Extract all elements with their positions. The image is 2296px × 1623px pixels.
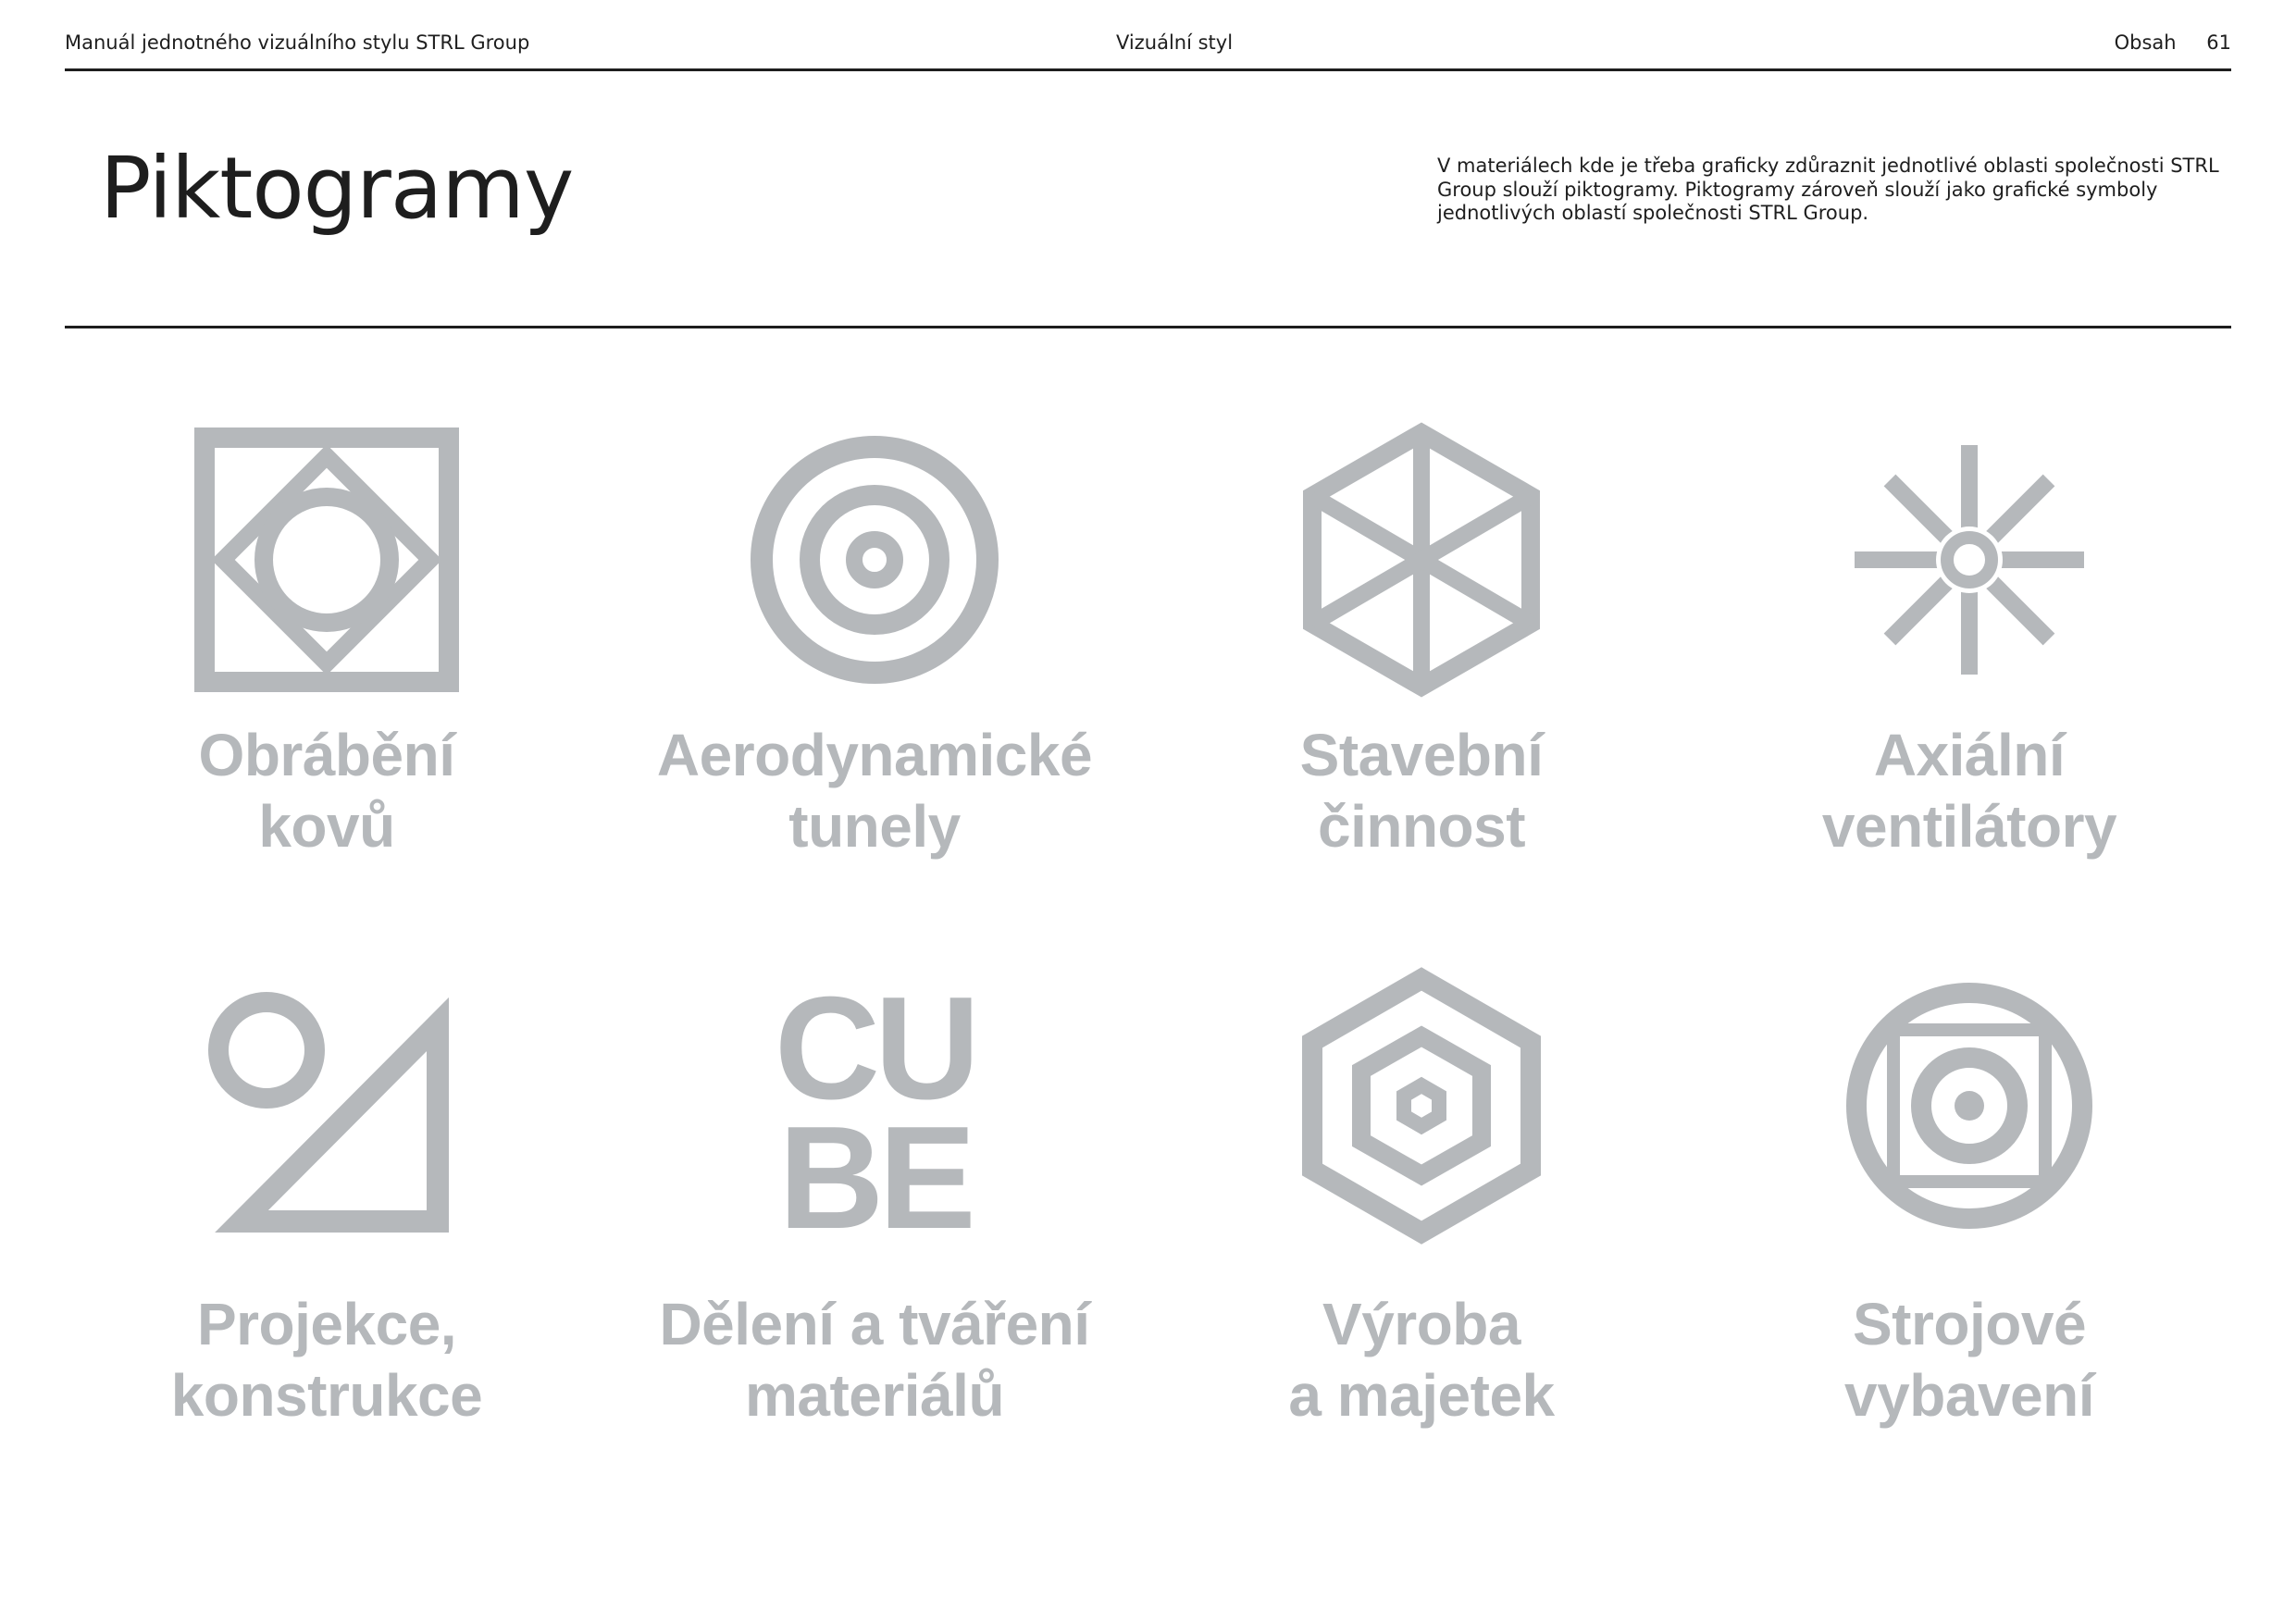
divider <box>65 326 2231 328</box>
concentric-circles-icon <box>736 421 1013 699</box>
page-number: 61 <box>2206 31 2231 54</box>
document-title: Manuál jednotného vizuálního stylu STRL Group <box>65 31 530 54</box>
intro-text: V materiálech kde je třeba graficky zdůraznit jednotlivé oblasti společnosti STRL Group slouží piktogramy. Piktogramy zároveň slouží jako grafické symboly jednotlivých oblastí společnosti STRL Group. <box>1437 155 2219 224</box>
pictogram-label: Dělení a tváření materiálů <box>659 1291 1090 1429</box>
pictogram-label: Projekce, konstrukce <box>170 1291 483 1429</box>
pictogram-label: Obrábění kovů <box>198 722 455 860</box>
asterisk-star-icon <box>1831 421 2108 699</box>
page-header <box>65 28 2231 71</box>
contents-link[interactable]: Obsah <box>2114 31 2177 54</box>
page-title: Piktogramy <box>100 139 574 238</box>
circle-triangle-icon <box>188 967 465 1245</box>
pictogram-label: Axiální ventilátory <box>1821 722 2117 860</box>
header-right <box>2091 31 2231 54</box>
pictogram-label: Výroba a majetek <box>1288 1291 1555 1429</box>
pictogram-label: Aerodynamické tunely <box>656 722 1093 860</box>
circle-square-target-icon <box>1831 967 2108 1245</box>
hexagon-spokes-icon <box>1283 421 1560 699</box>
svg-text:CU: CU <box>774 967 975 1130</box>
pictogram-label: Strojové vybavení <box>1844 1291 2094 1429</box>
cube-letters-icon <box>736 967 1013 1245</box>
svg-text:BE: BE <box>778 1096 971 1245</box>
chapter-title: Vizuální styl <box>1116 31 1234 54</box>
pictogram-label: Stavební činnost <box>1299 722 1544 860</box>
nested-hexagons-icon <box>1283 967 1560 1245</box>
square-diamond-circle-icon <box>188 421 465 699</box>
